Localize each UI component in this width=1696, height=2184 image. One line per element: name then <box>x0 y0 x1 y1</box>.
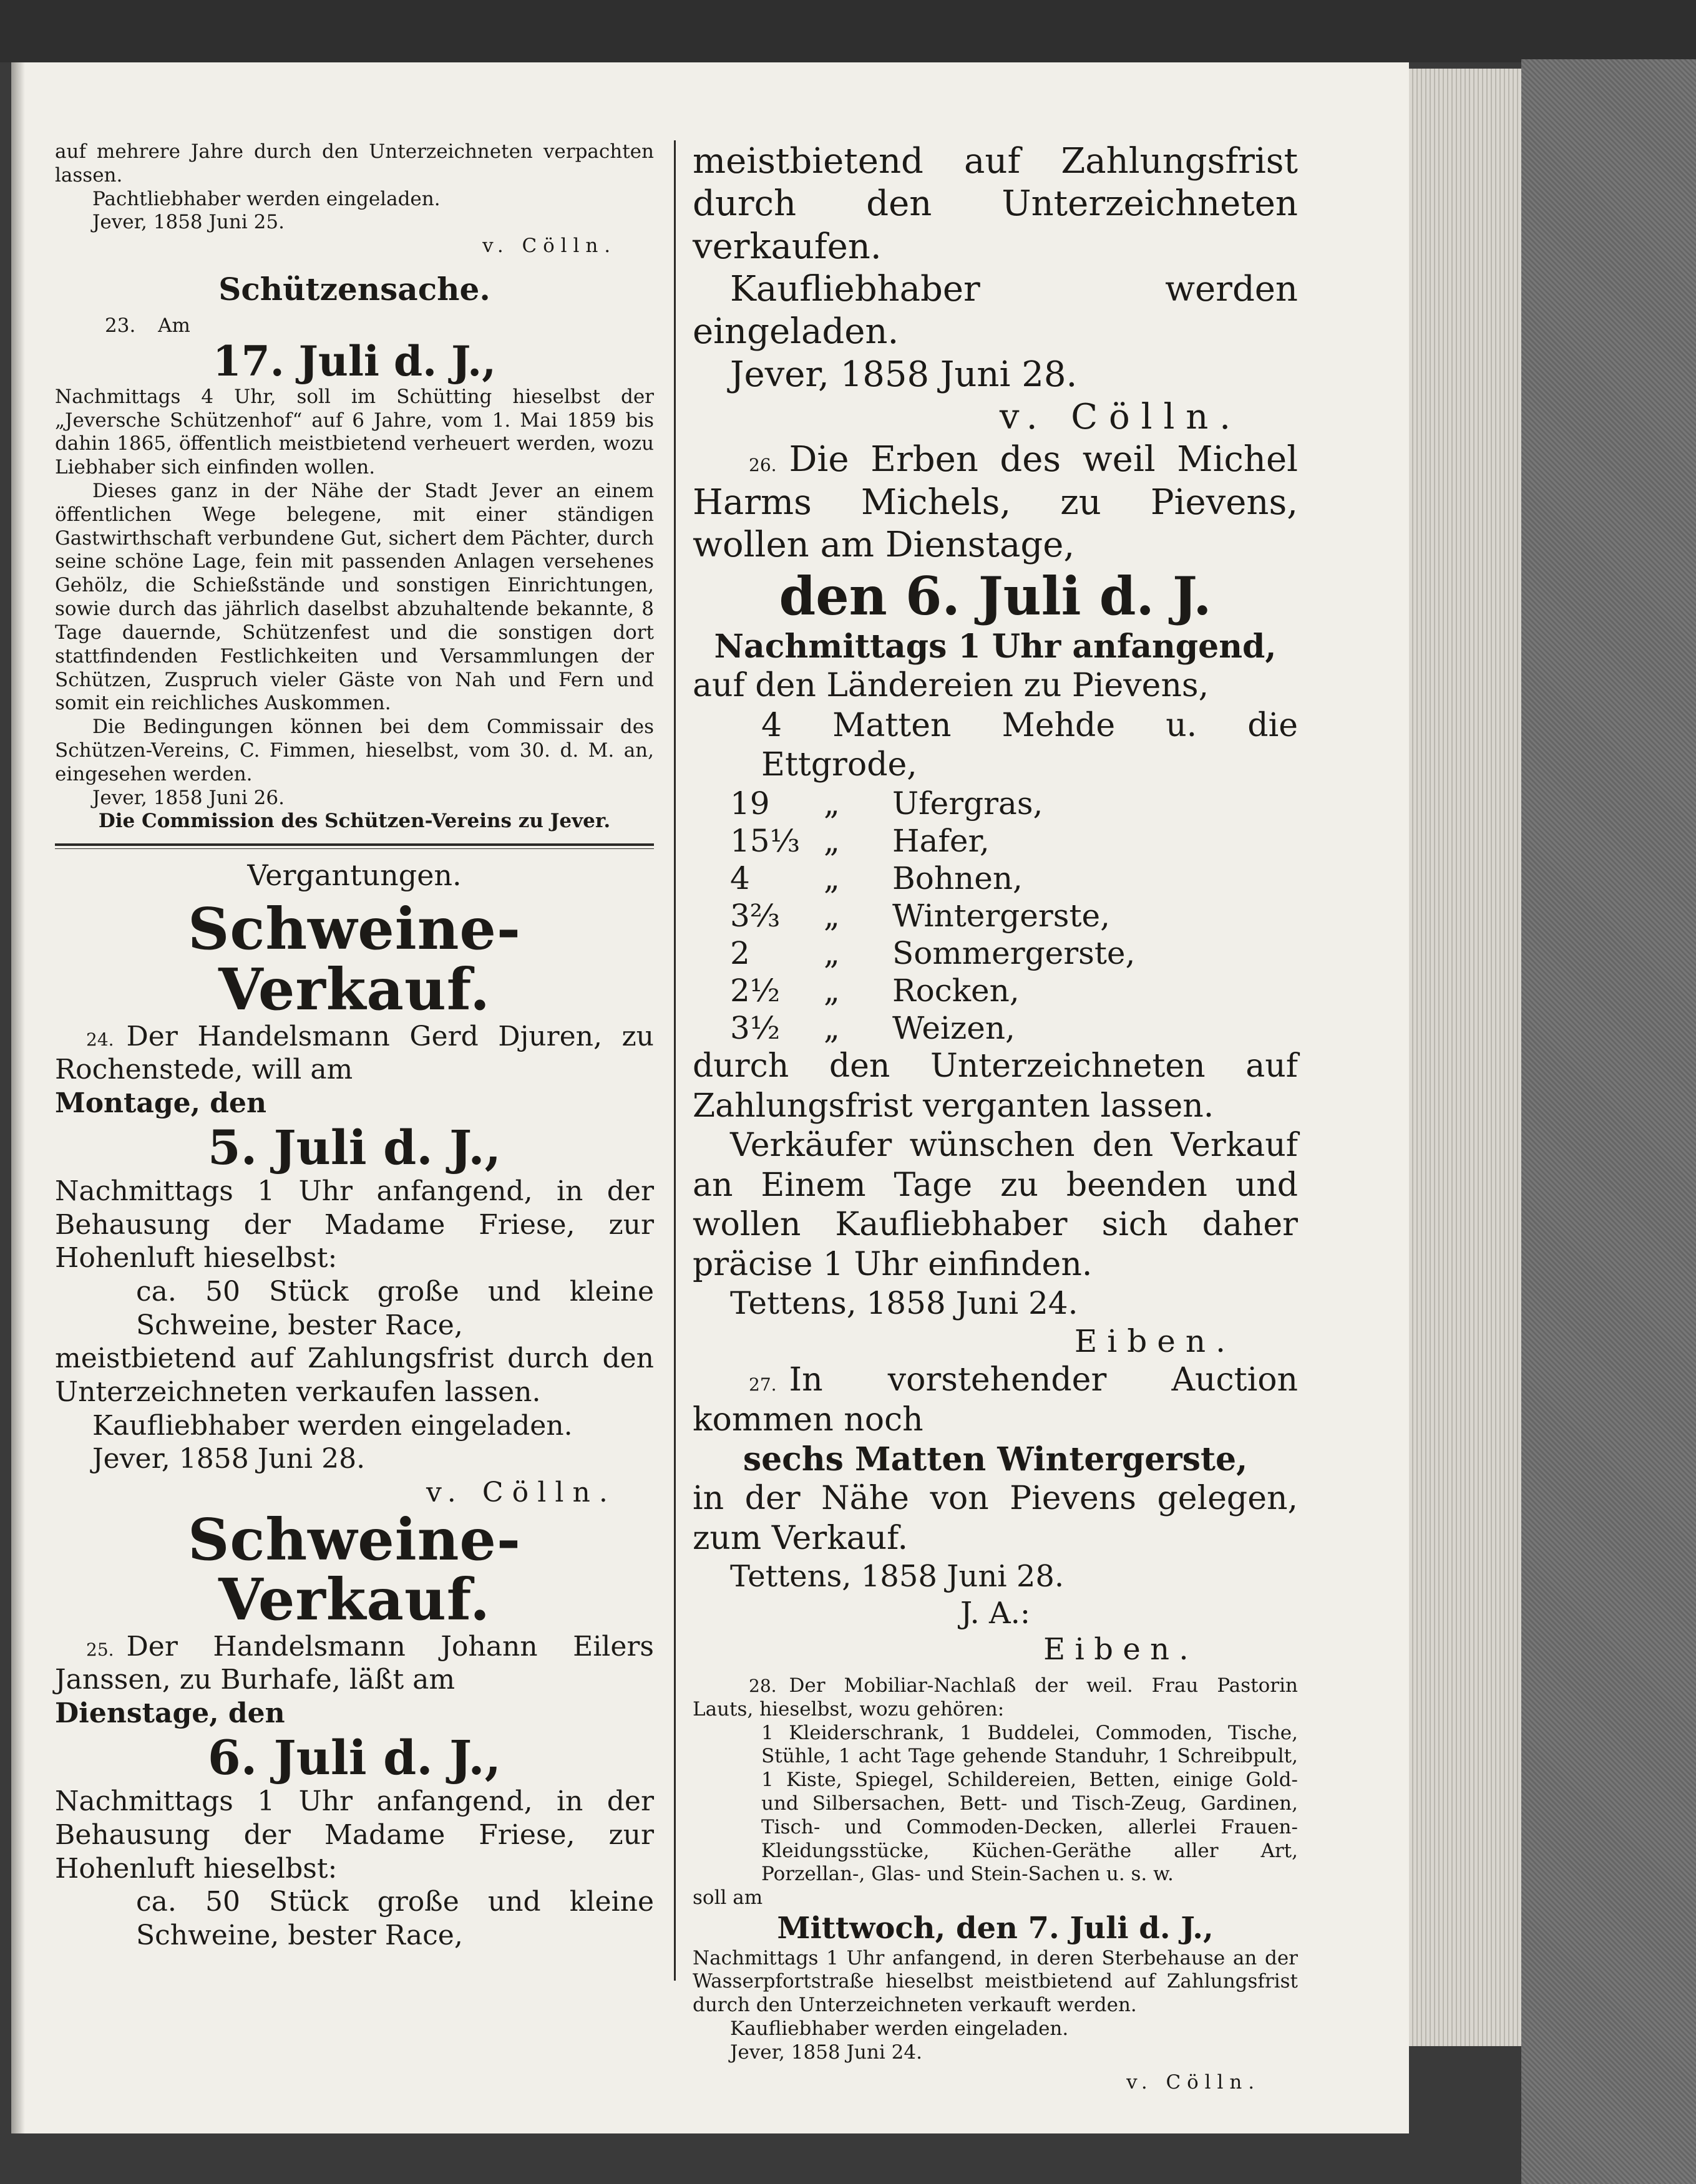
notice-signature: v. Cölln. <box>1126 2070 1260 2094</box>
notice-paragraph: in der Nähe von Pievens gelegen, zum Verkauf. <box>693 1480 1298 1557</box>
notice-date-heading: 5. Juli d. J., <box>207 1119 502 1175</box>
notice-item: sechs Matten Wintergerste, <box>743 1440 1248 1478</box>
intro-signature: v. Cölln. <box>482 235 617 258</box>
notice-items: 1 Kleiderschrank, 1 Buddelei, Commoden, Tische, Stühle, 1 acht Tage gehende Standuhr, 1 Schreibpult, 1 Kiste, Spiegel, Schildereien, Betten, einige Gold- und Silbersachen, Bett- und Tisch-Zeug, Gardinen, Tisch- und Commoden-Decken, allerlei Frauen-Kleidungsstücke, Küchen-Geräthe aller Art, Porzellan-, Glas- und Stein-Sachen u. s. w. <box>761 1721 1298 1886</box>
intro-line: lassen. <box>55 163 123 187</box>
notice-date-heading: Mittwoch, den 7. Juli d. J., <box>777 1911 1214 1946</box>
notice-place: auf den Ländereien zu Pievens, <box>693 667 1209 705</box>
notice-date: Jever, 1858 Juni 26. <box>92 786 285 809</box>
left-column <box>55 140 654 1953</box>
crop-crop: Wintergerste, <box>892 898 1111 934</box>
notice-ia: J. A.: <box>960 1595 1031 1631</box>
notice-number <box>55 314 654 338</box>
crop-ditto: „ <box>824 1010 840 1047</box>
crop-ditto: „ <box>824 973 840 1009</box>
crop-qty: 4 <box>730 860 750 897</box>
notice-date: Tettens, 1858 Juni 28. <box>730 1559 1065 1594</box>
crop-row <box>693 860 1298 897</box>
notice-paragraph: durch den Unterzeichneten auf Zahlungsfrist verganten lassen. <box>693 1047 1298 1125</box>
notice-number-label: 26. <box>749 455 777 476</box>
notice-signature: v. Cölln. <box>999 396 1242 437</box>
crop-crop: Sommergerste, <box>892 935 1136 972</box>
crop-qty: 19 <box>730 785 770 822</box>
notice-invite: Kaufliebhaber werden eingeladen. <box>92 1409 573 1442</box>
notice-paragraph <box>693 1361 1298 1440</box>
crop-list <box>693 785 1298 1047</box>
intro-date: Jever, 1858 Juni 25. <box>92 211 285 234</box>
crop-qty: 2 <box>730 935 750 972</box>
notice-sollam: soll am <box>693 1886 763 1910</box>
notice-paragraph: meistbietend auf Zahlungsfrist durch den Unterzeichneten verkaufen. <box>693 141 1298 267</box>
notice-paragraph <box>693 1674 1298 1722</box>
notice-paragraph: Dieses ganz in der Nähe der Stadt Jever an einem öffentlichen Wege belegene, mit einer ständigen Gastwirthschaft verbundene Gut, sichert dem Pächter, durch seine schöne Lage, fein mit passenden Anlagen versehenes Gehölz, die Schießstände und sonstigen Einrichtungen, sowie durch das jährlich daselbst abzuhaltende bekannte, 8 Tage dauernde, Schützenfest und die sonstigen dort stattfindenden Festlichkeiten und Versammlungen der Schützen, Zuspruch vieler Gäste von Nah und Fern und somit ein reichliches Auskommen. <box>55 480 654 715</box>
notice-paragraph: Verkäufer wünschen den Verkauf an Einem Tage zu beenden und wollen Kaufliebhaber sich daher präcise 1 Uhr einfinden. <box>693 1127 1298 1283</box>
notice-paragraph: Nachmittags 1 Uhr anfangend, in der Behausung der Madame Friese, zur Hohenluft hieselbst: <box>55 1785 654 1885</box>
crop-qty: 3⅔ <box>730 898 781 934</box>
notice-number-label: 28. <box>749 1675 777 1696</box>
crop-row <box>693 1009 1298 1047</box>
banner-heading: Schweine-Verkauf. <box>188 1505 521 1634</box>
section-rule <box>55 843 654 849</box>
section-heading: Schützensache. <box>218 271 490 308</box>
notice-date-heading: 17. Juli d. J., <box>212 336 497 386</box>
crop-row <box>693 785 1298 822</box>
notice-date-heading: 6. Juli d. J., <box>207 1729 502 1785</box>
notice-date: Tettens, 1858 Juni 24. <box>730 1285 1078 1322</box>
notice-signature: Die Commission des Schützen-Vereins zu Jever. <box>98 810 611 833</box>
notice-date: Jever, 1858 Juni 24. <box>730 2041 922 2064</box>
binding-shadow <box>11 62 25 2133</box>
crop-ditto: „ <box>824 860 840 897</box>
notice-number-label: 23. <box>105 314 136 337</box>
column-divider <box>674 140 676 1981</box>
notice-text: Die Erben des weil Michel Harms Michels, zu Pievens, wollen am Dienstage, <box>693 439 1298 565</box>
crop-crop: Hafer, <box>892 823 990 860</box>
notice-item-first: 4 Matten Mehde u. die Ettgrode, <box>761 706 1298 784</box>
notice-text: In vorstehender Auction kommen noch <box>693 1361 1298 1439</box>
crop-row <box>693 897 1298 934</box>
notice-signature: v. Cölln. <box>426 1476 617 1508</box>
crop-crop: Rocken, <box>892 973 1020 1009</box>
intro-text <box>55 140 654 188</box>
notice-date: Jever, 1858 Juni 28. <box>730 354 1078 395</box>
notice-text: Der Handelsmann Johann Eilers Janssen, zu Burhafe, läßt am <box>55 1630 654 1696</box>
crop-qty: 15⅓ <box>730 823 801 860</box>
notice-text: Der Handelsmann Gerd Djuren, zu Rochenstede, will am <box>55 1020 654 1086</box>
notice-date-heading: den 6. Juli d. J. <box>779 565 1212 628</box>
crop-qty: 2½ <box>730 973 781 1009</box>
notice-paragraph: Die Bedingungen können bei dem Commissair des Schützen-Vereins, C. Fimmen, hieselbst, vom 30. d. M. an, eingesehen werden. <box>55 716 654 785</box>
scan-background <box>0 0 1696 62</box>
crop-ditto: „ <box>824 898 840 934</box>
crop-row <box>693 934 1298 972</box>
notice-day: Montage, den <box>55 1087 267 1119</box>
notice-invite: Kaufliebhaber werden eingeladen. <box>693 268 1298 352</box>
notice-signature: Eiben. <box>1043 1632 1198 1667</box>
crop-crop: Bohnen, <box>892 860 1023 897</box>
crop-qty: 3½ <box>730 1010 781 1047</box>
crop-ditto: „ <box>824 785 840 822</box>
page-edges <box>1409 69 1521 2046</box>
notice-paragraph <box>55 1630 654 1697</box>
crop-ditto: „ <box>824 823 840 860</box>
right-column <box>693 140 1298 2094</box>
notice-paragraph: Nachmittags 1 Uhr anfangend, in deren Sterbehause an der Wasserpfortstraße hieselbst meistbietend auf Zahlungsfrist durch den Unterzeichneten verkauft werden. <box>693 1946 1298 2017</box>
banner-heading: Schweine-Verkauf. <box>188 895 521 1023</box>
crop-crop: Weizen, <box>892 1010 1015 1047</box>
crop-crop: Ufergras, <box>892 785 1043 822</box>
crop-ditto: „ <box>824 935 840 972</box>
notice-text: Der Mobiliar-Nachlaß der weil. Frau Pastorin Lauts, hieselbst, wozu gehören: <box>693 1674 1298 1721</box>
book-cover <box>1521 59 1696 2184</box>
notice-paragraph <box>55 1020 654 1087</box>
intro-invite: Pachtliebhaber werden eingeladen. <box>92 187 441 210</box>
notice-date: Jever, 1858 Juni 28. <box>92 1443 366 1475</box>
section-heading-vergantungen: Vergantungen. <box>247 858 462 893</box>
notice-item: ca. 50 Stück große und kleine Schweine, bester Race, <box>136 1275 654 1341</box>
notice-day: Dienstage, den <box>55 1697 285 1730</box>
crop-row <box>693 972 1298 1009</box>
crop-row <box>693 822 1298 860</box>
notice-paragraph <box>693 439 1298 566</box>
notice-number-label: 24. <box>86 1029 114 1050</box>
notice-paragraph: Nachmittags 1 Uhr anfangend, in der Behausung der Madame Friese, zur Hohenluft hieselbst: <box>55 1175 654 1274</box>
notice-number-label: 27. <box>749 1374 777 1395</box>
notice-item: ca. 50 Stück große und kleine Schweine, bester Race, <box>136 1886 654 1951</box>
notice-paragraph: Nachmittags 4 Uhr, soll im Schütting hieselbst der „Jeversche Schützenhof“ auf 6 Jahre, vom 1. Mai 1859 bis dahin 1865, öffentlich meistbietend verheuert werden, wozu Liebhaber sich einfinden wollen. <box>55 385 654 479</box>
notice-time: Nachmittags 1 Uhr anfangend, <box>714 627 1277 666</box>
notice-paragraph: meistbietend auf Zahlungsfrist durch den Unterzeichneten verkaufen lassen. <box>55 1342 654 1408</box>
notice-invite: Kaufliebhaber werden eingeladen. <box>730 2017 1069 2041</box>
notice-am: Am <box>158 314 190 337</box>
notice-signature: Eiben. <box>1074 1323 1235 1360</box>
intro-line: auf mehrere Jahre durch den Unterzeichneten verpachten <box>55 140 654 163</box>
notice-number-label: 25. <box>86 1639 114 1660</box>
